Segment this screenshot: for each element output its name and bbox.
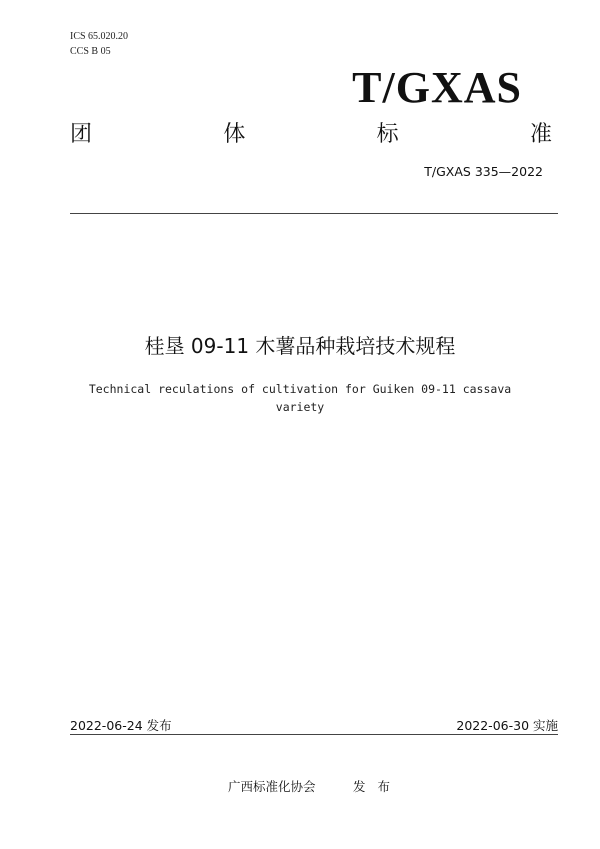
standard-type-char: 团 (70, 122, 93, 147)
issuing-organization: 广西标准化协会 (228, 779, 316, 794)
header-divider (70, 213, 558, 214)
footer-divider (70, 734, 558, 735)
standard-type-char: 准 (529, 122, 552, 147)
standard-type-heading (70, 117, 552, 148)
document-title-english-line-2: variety (275, 400, 325, 414)
ics-code: ICS 65.020.20 (70, 31, 129, 42)
document-title-chinese: 桂垦 09-11 木薯品种栽培技术规程 (144, 334, 456, 358)
standard-number: T/GXAS 335—2022 (424, 164, 543, 179)
issue-action: 发 布 (353, 779, 394, 794)
ccs-code: CCS B 05 (70, 46, 111, 57)
standard-logo: T/GXAS (352, 63, 522, 112)
document-title-english-line-1: Technical reculations of cultivation for Guiken 09-11 cassava (88, 382, 512, 396)
publish-date: 2022-06-24 发布 (70, 718, 172, 733)
implement-date: 2022-06-30 实施 (456, 718, 558, 733)
standard-type-char: 体 (223, 122, 246, 147)
standard-type-char: 标 (376, 122, 399, 147)
